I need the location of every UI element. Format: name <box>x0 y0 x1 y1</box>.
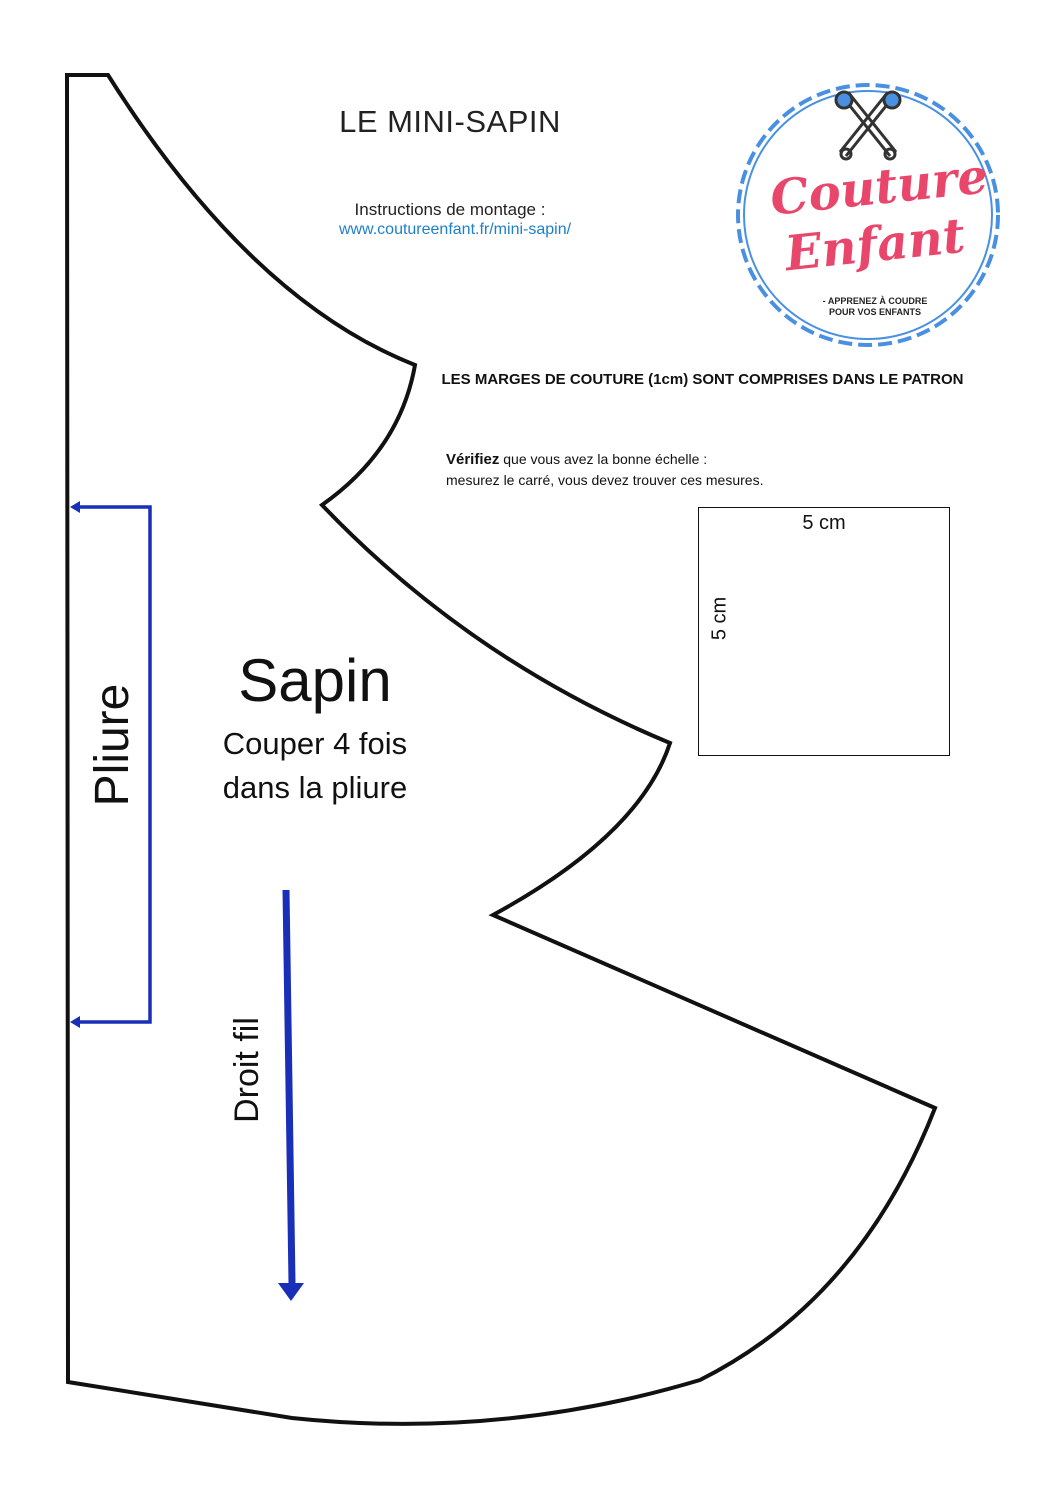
fold-arrow-top-icon <box>70 501 80 513</box>
grain-label: Droit fil <box>228 1017 266 1123</box>
logo-tagline-1: - APPRENEZ À COUDRE <box>822 296 928 306</box>
document-title: LE MINI-SAPIN <box>339 104 561 139</box>
logo-text-enfant: Enfant <box>782 207 968 283</box>
piece-instruction-2: dans la pliure <box>222 770 408 805</box>
piece-name: Sapin <box>238 647 392 714</box>
instructions-link[interactable]: www.coutureenfant.fr/mini-sapin/ <box>338 221 572 238</box>
fold-arrow-bottom-icon <box>70 1016 80 1028</box>
instructions-label: Instructions de montage : <box>354 200 546 219</box>
verify-scale-line1 <box>446 451 707 468</box>
logo-tagline-2: POUR VOS ENFANTS <box>828 307 921 317</box>
verify-scale-line2: mesurez le carré, vous devez trouver ces mesures. <box>446 472 764 488</box>
grain-arrow-head-icon <box>278 1283 304 1301</box>
scale-height-label: 5 cm <box>708 596 731 641</box>
grain-line <box>286 890 292 1283</box>
piece-instruction-1: Couper 4 fois <box>222 726 408 761</box>
verify-rest-text: que vous avez la bonne échelle : <box>499 451 708 467</box>
verify-bold-word: Vérifiez <box>446 451 500 468</box>
seam-allowance-notice: LES MARGES DE COUTURE (1cm) SONT COMPRISES DANS LE PATRON <box>441 371 964 388</box>
fold-label: Pliure <box>86 683 139 807</box>
scale-check-square <box>698 507 950 756</box>
scale-width-label: 5 cm <box>802 512 846 534</box>
logo-text-couture: Couture <box>767 148 991 227</box>
